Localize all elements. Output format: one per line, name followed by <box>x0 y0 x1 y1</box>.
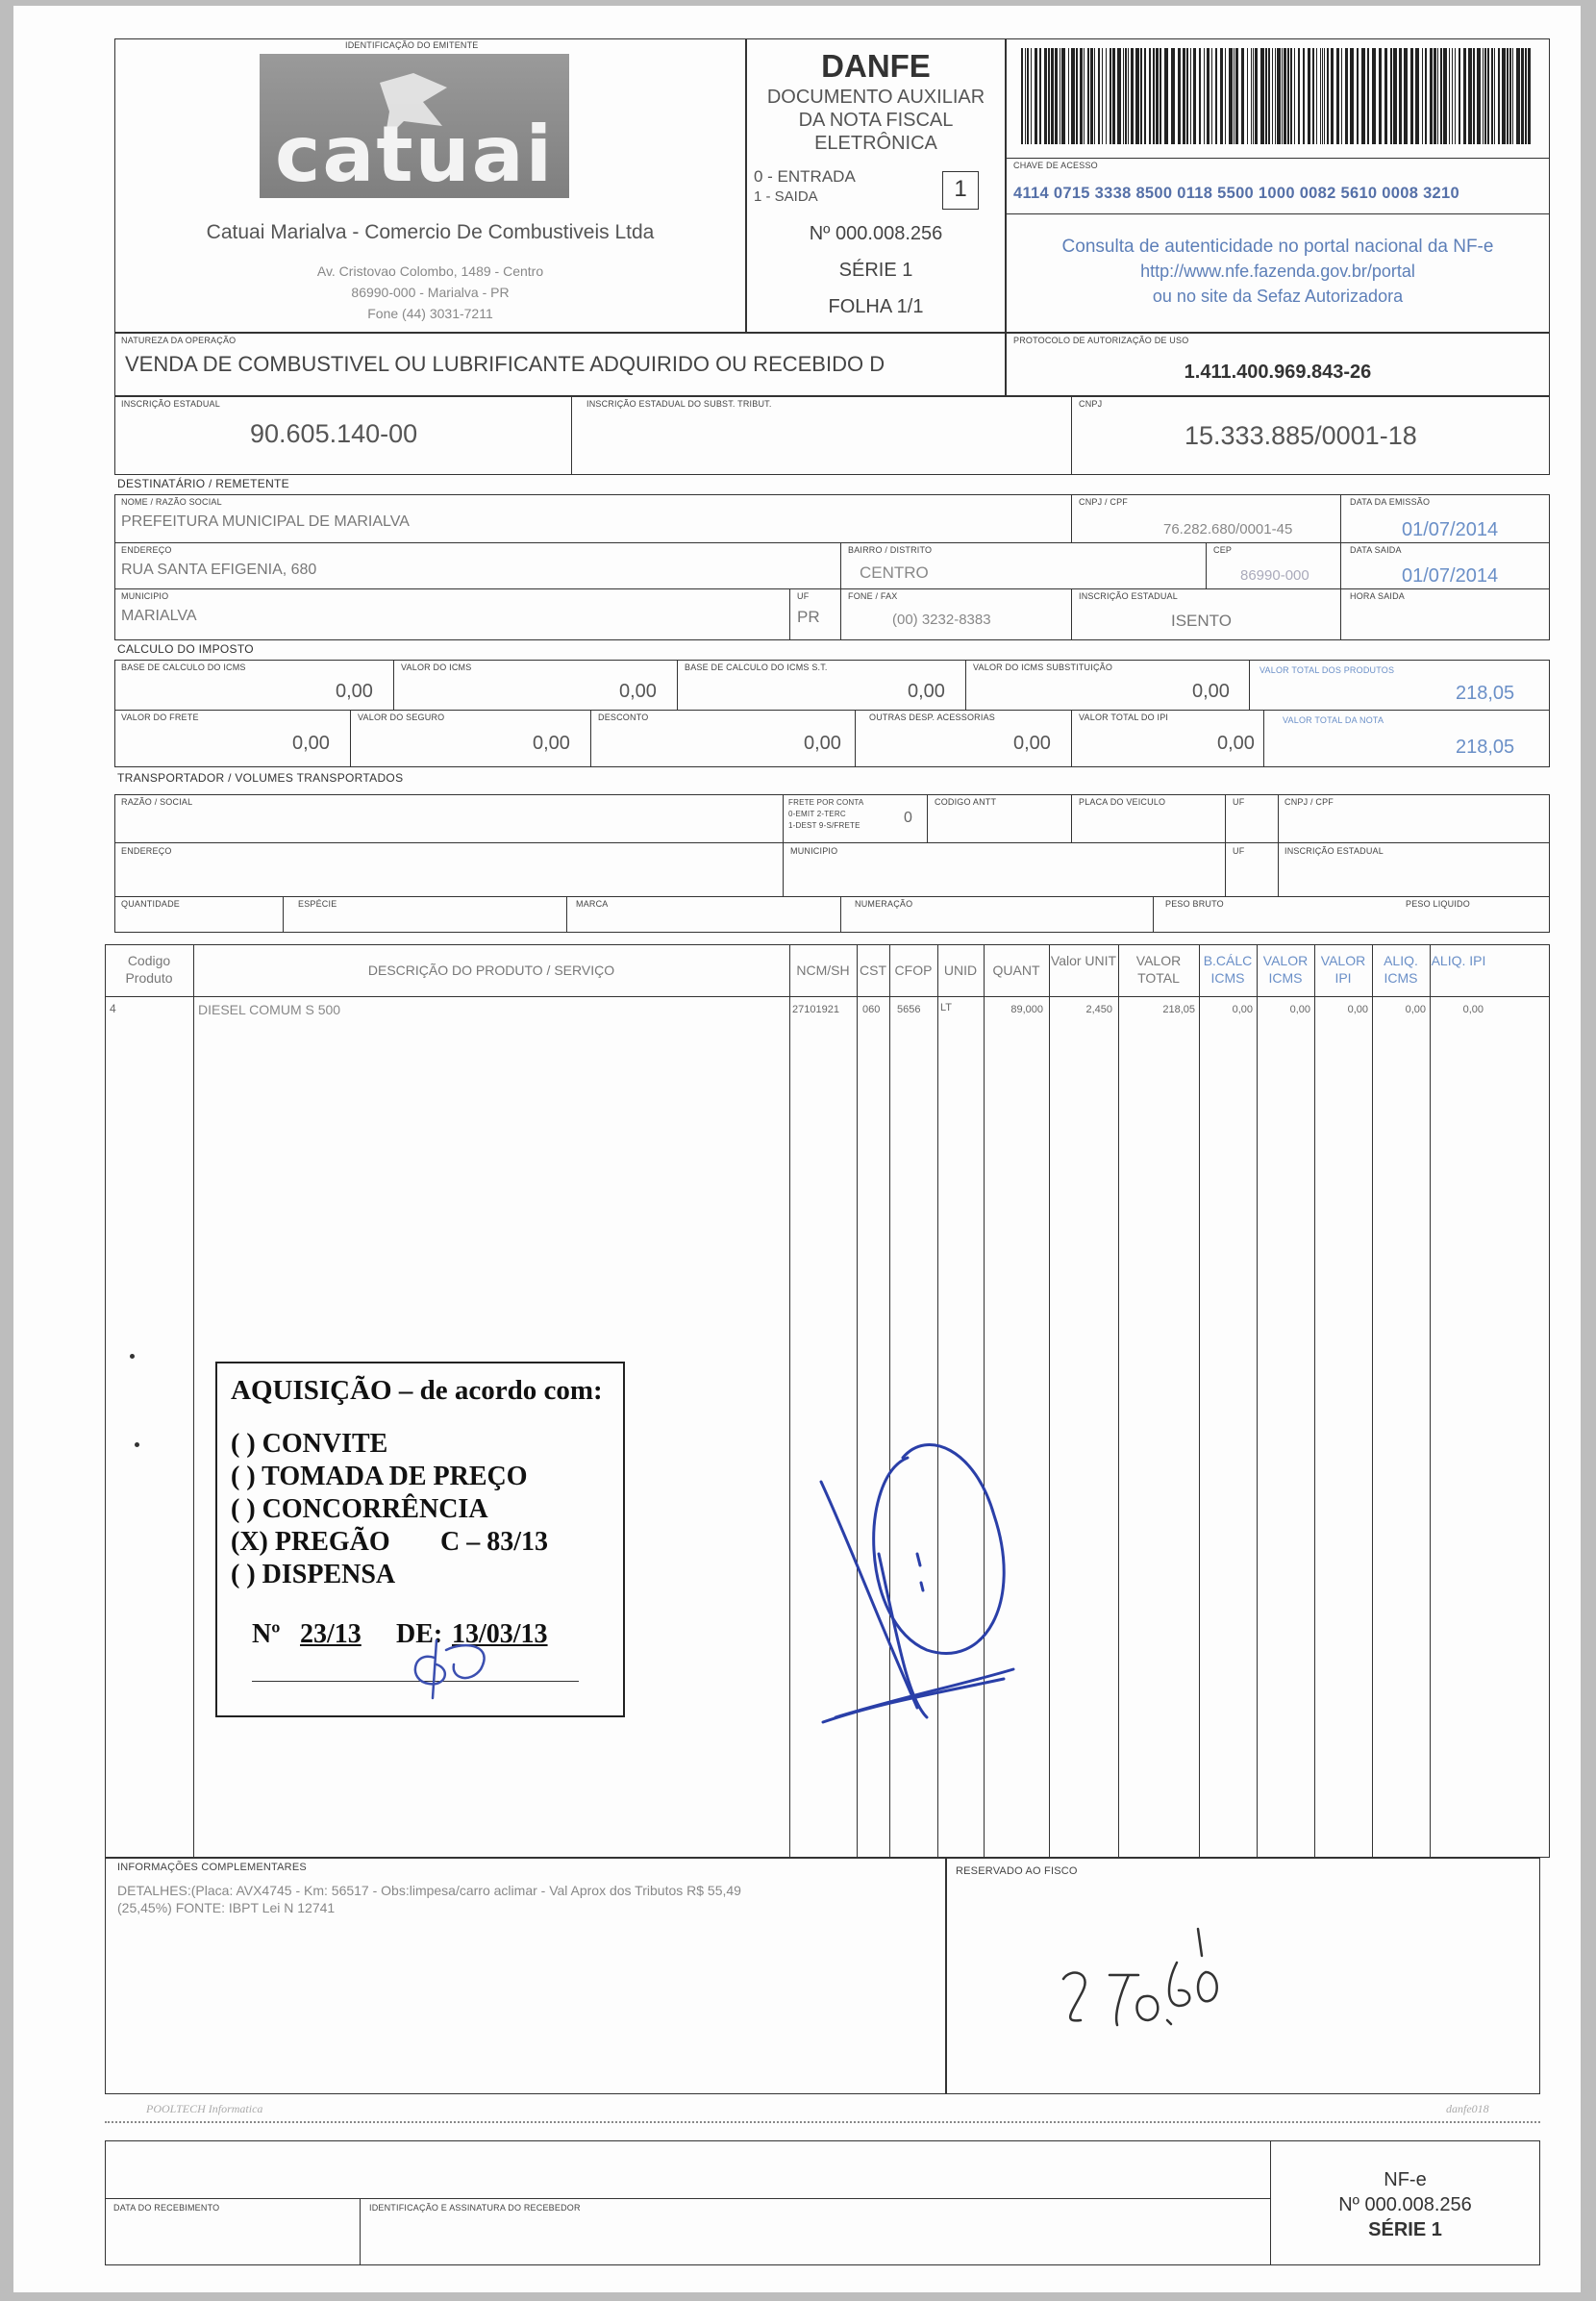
valor-icms: 0,00 <box>619 681 657 702</box>
row-quant: 89,000 <box>1010 1004 1043 1015</box>
iest-label: INSCRIÇÃO ESTADUAL DO SUBST. TRIBUT. <box>586 399 772 409</box>
dest-endereco: RUA SANTA EFIGENIA, 680 <box>121 562 317 578</box>
row-aipi: 0,00 <box>1462 1004 1484 1015</box>
row-cst: 060 <box>862 1004 881 1015</box>
emitente-name: Catuai Marialva - Comercio De Combustiveis Ltda <box>206 221 655 243</box>
danfe-folha: FOLHA 1/1 <box>828 296 924 317</box>
trans-municipio-label: MUNICIPIO <box>790 846 838 856</box>
info-text2: (25,45%) FONTE: IBPT Lei N 12741 <box>117 1900 336 1915</box>
dest-cnpj-label: CNPJ / CPF <box>1079 497 1129 507</box>
seguro-label: VALOR DO SEGURO <box>358 713 445 722</box>
canhoto-serie: SÉRIE 1 <box>1368 2219 1442 2240</box>
natureza-label: NATUREZA DA OPERAÇÃO <box>121 336 237 345</box>
outras-label: OUTRAS DESP. ACESSORIAS <box>869 713 995 722</box>
dest-endereco-label: ENDEREÇO <box>121 545 172 555</box>
consulta-line3: ou no site da Sefaz Autorizadora <box>1152 287 1404 306</box>
dest-saida-label: DATA SAIDA <box>1350 545 1402 555</box>
stamp-de: 13/03/13 <box>452 1619 548 1649</box>
trans-frete-opts1: 0-EMIT 2-TERC <box>788 810 846 818</box>
natureza-value: VENDA DE COMBUSTIVEL OU LUBRIFICANTE ADQUIRIDO OU RECEBIDO D <box>125 352 885 376</box>
trans-quantidade-label: QUANTIDADE <box>121 899 181 909</box>
row-total: 218,05 <box>1162 1004 1195 1015</box>
canhoto-ident-label: IDENTIFICAÇÃO E ASSINATURA DO RECEBEDOR <box>369 2203 581 2213</box>
trans-especie-label: ESPÉCIE <box>298 899 337 909</box>
dest-cep: 86990-000 <box>1240 567 1309 584</box>
total-prod-label: VALOR TOTAL DOS PRODUTOS <box>1259 665 1395 675</box>
stamp-tomada: ( ) TOMADA DE PREÇO <box>231 1462 528 1491</box>
th-cst: CST <box>860 963 886 978</box>
handwritten-amount <box>1234 2044 1264 2055</box>
stamp-pregao: (X) PREGÃO <box>231 1527 390 1557</box>
ie-label: INSCRIÇÃO ESTADUAL <box>121 399 220 409</box>
stamp-num-label: Nº <box>252 1619 281 1649</box>
trans-ie-label: INSCRIÇÃO ESTADUAL <box>1284 846 1384 856</box>
dest-bairro-label: BAIRRO / DISTRITO <box>848 545 933 555</box>
dest-emissao: 01/07/2014 <box>1402 519 1499 540</box>
transportador-section-label: TRANSPORTADOR / VOLUMES TRANSPORTADOS <box>117 771 404 785</box>
protocolo-label: PROTOCOLO DE AUTORIZAÇÃO DE USO <box>1013 336 1189 345</box>
dest-ie: ISENTO <box>1171 612 1232 630</box>
danfe-subtitle2: DA NOTA FISCAL <box>798 110 954 131</box>
canhoto-nfe: NF-e <box>1384 2169 1427 2190</box>
consulta-line1: Consulta de autenticidade no portal nacional da NF-e <box>1061 237 1494 257</box>
danfe-saida: 1 - SAIDA <box>754 188 818 205</box>
row-cfop: 5656 <box>897 1004 921 1015</box>
row-bcalc: 0,00 <box>1232 1004 1253 1015</box>
emitente-address1: Av. Cristovao Colombo, 1489 - Centro <box>316 263 544 279</box>
trans-endereco-label: ENDEREÇO <box>121 846 172 856</box>
th-vicms: VALOR ICMS <box>1262 953 1309 986</box>
stamp-pregao-num: C – 83/13 <box>440 1527 548 1557</box>
info-text1: DETALHES:(Placa: AVX4745 - Km: 56517 - Obs:limpesa/carro aclimar - Val Aprox dos Tributos R$ 55,49 <box>117 1883 741 1898</box>
total-nota-label: VALOR TOTAL DA NOTA <box>1283 715 1384 725</box>
emitente-address2: 86990-000 - Marialva - PR <box>351 285 510 300</box>
th-quant: QUANT <box>992 963 1040 978</box>
trans-peso-bruto-label: PESO BRUTO <box>1165 899 1224 909</box>
danfe-subtitle1: DOCUMENTO AUXILIAR <box>766 87 985 108</box>
danfe-entrada: 0 - ENTRADA <box>754 167 856 186</box>
danfe-subtitle3: ELETRÔNICA <box>814 133 937 154</box>
trans-frete-label: FRETE POR CONTA <box>788 798 864 807</box>
fisco-label: RESERVADO AO FISCO <box>956 1865 1078 1877</box>
base-st-label: BASE DE CALCULO DO ICMS S.T. <box>685 663 828 672</box>
dest-hora-label: HORA SAIDA <box>1350 591 1406 601</box>
th-unid: UNID <box>943 963 978 978</box>
stamp-title: AQUISIÇÃO – de acordo com: <box>231 1375 603 1406</box>
canhoto-data-label: DATA DO RECEBIMENTO <box>113 2203 220 2213</box>
frete: 0,00 <box>292 733 330 754</box>
row-unid: LT <box>940 1002 953 1013</box>
base-st: 0,00 <box>908 681 945 702</box>
stamp-concorrencia: ( ) CONCORRÊNCIA <box>231 1494 488 1524</box>
base-icms-label: BASE DE CALCULO DO ICMS <box>121 663 246 672</box>
emitente-phone: Fone (44) 3031-7211 <box>367 306 493 321</box>
protocolo-value: 1.411.400.969.843-26 <box>1184 362 1372 383</box>
th-ncm: NCM/SH <box>796 963 850 978</box>
ipi-label: VALOR TOTAL DO IPI <box>1079 713 1169 722</box>
trans-antt-label: CODIGO ANTT <box>935 797 997 807</box>
desconto-label: DESCONTO <box>598 713 649 722</box>
imposto-section-label: CALCULO DO IMPOSTO <box>117 642 254 656</box>
frete-label: VALOR DO FRETE <box>121 713 199 722</box>
dest-nome: PREFEITURA MUNICIPAL DE MARIALVA <box>121 513 410 530</box>
trans-peso-liquido-label: PESO LIQUIDO <box>1406 899 1470 909</box>
info-label: INFORMAÇÕES COMPLEMENTARES <box>117 1862 307 1873</box>
row-vicms: 0,00 <box>1289 1004 1310 1015</box>
seguro: 0,00 <box>533 733 570 754</box>
dest-uf: PR <box>797 608 820 626</box>
consulta-url: http://www.nfe.fazenda.gov.br/portal <box>1140 262 1415 281</box>
trans-frete-opts2: 1-DEST 9-S/FRETE <box>788 821 860 830</box>
ie-value: 90.605.140-00 <box>250 419 418 448</box>
row-descricao: DIESEL COMUM S 500 <box>198 1002 341 1017</box>
dest-fone-label: FONE / FAX <box>848 591 898 601</box>
dest-ie-label: INSCRIÇÃO ESTADUAL <box>1079 591 1178 601</box>
total-prod: 218,05 <box>1456 683 1515 704</box>
danfe-serie: SÉRIE 1 <box>838 260 913 281</box>
fisco-box <box>946 1858 1540 2094</box>
dest-cep-label: CEP <box>1213 545 1233 555</box>
ipi: 0,00 <box>1217 733 1255 754</box>
th-bcalc: B.CÁLC ICMS <box>1203 953 1253 986</box>
dest-nome-label: NOME / RAZÃO SOCIAL <box>121 497 222 507</box>
th-aipi: ALIQ. IPI <box>1431 953 1486 968</box>
dest-emissao-label: DATA DA EMISSÃO <box>1350 497 1431 507</box>
th-cfop: CFOP <box>894 963 933 978</box>
destinatario-section-label: DESTINATÁRIO / REMETENTE <box>117 477 289 490</box>
danfe-title: DANFE <box>821 48 931 84</box>
desconto: 0,00 <box>804 733 841 754</box>
th-total: VALOR TOTAL <box>1135 953 1182 986</box>
trans-razao-label: RAZÃO / SOCIAL <box>121 797 193 807</box>
danfe-numero: Nº 000.008.256 <box>809 223 943 244</box>
valor-icms-label: VALOR DO ICMS <box>401 663 472 672</box>
stamp-num: 23/13 <box>300 1619 362 1649</box>
canhoto-numero: Nº 000.008.256 <box>1338 2194 1472 2215</box>
th-vipi: VALOR IPI <box>1320 953 1366 986</box>
dest-fone: (00) 3232-8383 <box>892 612 991 628</box>
dest-bairro: CENTRO <box>860 563 929 582</box>
th-aicms: ALIQ. ICMS <box>1384 953 1418 986</box>
row-aicms: 0,00 <box>1405 1004 1426 1015</box>
logo-text: catuai <box>274 110 554 199</box>
chave-value: 4114 0715 3338 8500 0118 5500 1000 0082 5610 0008 3210 <box>1013 185 1459 202</box>
footer-code: danfe018 <box>1446 2102 1489 2115</box>
emitente-section-label: IDENTIFICAÇÃO DO EMITENTE <box>345 40 479 50</box>
th-descricao: DESCRIÇÃO DO PRODUTO / SERVIÇO <box>367 963 615 978</box>
chave-label: CHAVE DE ACESSO <box>1013 161 1098 170</box>
stamp-de-label: DE: <box>396 1619 443 1649</box>
dest-uf-label: UF <box>797 591 810 601</box>
dest-saida: 01/07/2014 <box>1402 565 1499 587</box>
trans-cnpj-label: CNPJ / CPF <box>1284 797 1334 807</box>
total-nota: 218,05 <box>1456 737 1515 758</box>
trans-marca-label: MARCA <box>576 899 609 909</box>
th-codigo: Codigo Produto <box>125 953 173 986</box>
cnpj-value: 15.333.885/0001-18 <box>1185 421 1417 450</box>
row-codigo: 4 <box>110 1002 116 1015</box>
th-unit: Valor UNIT <box>1050 953 1117 968</box>
dest-municipio-label: MUNICIPIO <box>121 591 169 601</box>
trans-uf-label: UF <box>1233 797 1245 807</box>
footer-software: POOLTECH Informatica <box>146 2102 263 2115</box>
trans-numeracao-label: NUMERAÇÃO <box>855 899 913 909</box>
row-unit: 2,450 <box>1085 1004 1112 1015</box>
dest-cnpj: 76.282.680/0001-45 <box>1163 521 1293 538</box>
stamp-dispensa: ( ) DISPENSA <box>231 1560 396 1589</box>
dest-municipio: MARIALVA <box>121 608 197 624</box>
trans-uf2-label: UF <box>1233 846 1245 856</box>
valor-st-label: VALOR DO ICMS SUBSTITUIÇÃO <box>973 663 1113 672</box>
stamp-convite: ( ) CONVITE <box>231 1429 388 1459</box>
danfe-page <box>13 6 1581 2292</box>
base-icms: 0,00 <box>336 681 373 702</box>
cnpj-label: CNPJ <box>1079 399 1103 409</box>
row-ncm: 27101921 <box>792 1004 839 1015</box>
danfe-tipo-box: 1 <box>942 171 979 210</box>
row-vipi: 0,00 <box>1347 1004 1368 1015</box>
outras: 0,00 <box>1013 733 1051 754</box>
trans-placa-label: PLACA DO VEICULO <box>1079 797 1166 807</box>
valor-st: 0,00 <box>1192 681 1230 702</box>
trans-frete-value: 0 <box>904 810 912 826</box>
